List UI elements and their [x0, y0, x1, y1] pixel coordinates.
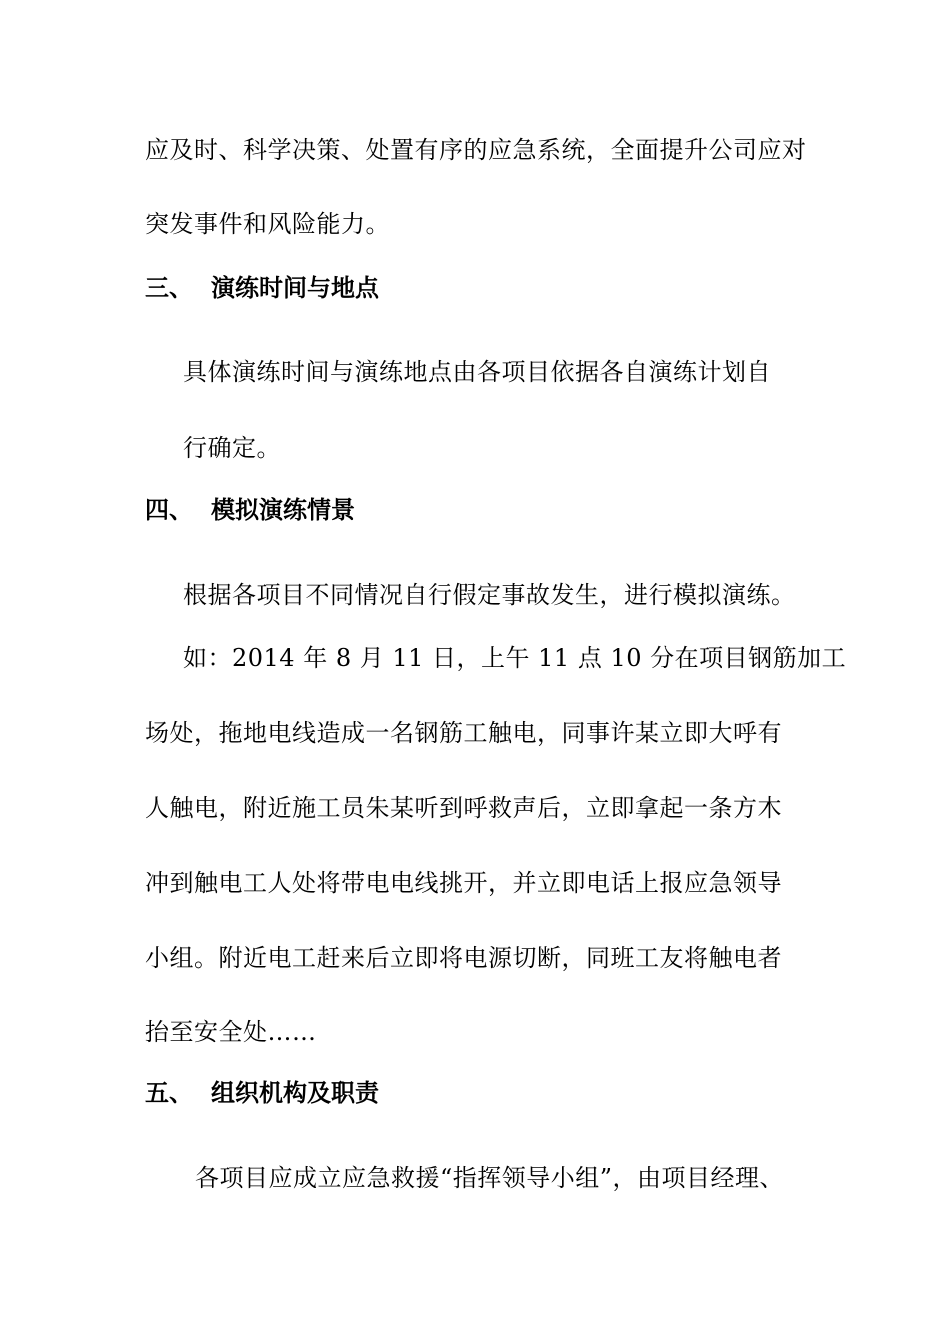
section-4-line-5: 冲到触电工人处将带电电线挑开，并立即电话上报应急领导	[145, 869, 782, 897]
section-3-heading	[145, 273, 379, 303]
section-4-line-6: 小组。附近电工赶来后立即将电源切断，同班工友将触电者	[145, 944, 782, 972]
section-5-line-1: 各项目应成立应急救援“指挥领导小组”，由项目经理、	[195, 1164, 785, 1192]
section-4-heading	[145, 495, 355, 525]
section-3-line-1: 具体演练时间与演练地点由各项目依据各自演练计划自	[183, 358, 771, 386]
intro-line-1: 应及时、科学决策、处置有序的应急系统，全面提升公司应对	[145, 136, 807, 164]
section-4-title: 模拟演练情景	[211, 496, 355, 524]
section-5-heading	[145, 1078, 379, 1108]
section-4-line-4: 人触电，附近施工员朱某听到呼救声后，立即拿起一条方木	[145, 794, 782, 822]
section-3-number: 三、	[145, 274, 193, 302]
section-4-number: 四、	[145, 496, 193, 524]
section-4-line-2: 如：2014 年 8 月 11 日，上午 11 点 10 分在项目钢筋加工	[183, 644, 847, 672]
section-4-line-7: 抬至安全处……	[145, 1018, 317, 1046]
section-4-line-1: 根据各项目不同情况自行假定事故发生，进行模拟演练。	[183, 581, 796, 609]
section-4-line-3: 场处，拖地电线造成一名钢筋工触电，同事许某立即大呼有	[145, 719, 782, 747]
section-5-title: 组织机构及职责	[211, 1079, 379, 1107]
intro-line-2: 突发事件和风险能力。	[145, 210, 390, 238]
section-3-title: 演练时间与地点	[211, 274, 379, 302]
section-5-number: 五、	[145, 1079, 193, 1107]
section-3-line-2: 行确定。	[183, 434, 281, 462]
